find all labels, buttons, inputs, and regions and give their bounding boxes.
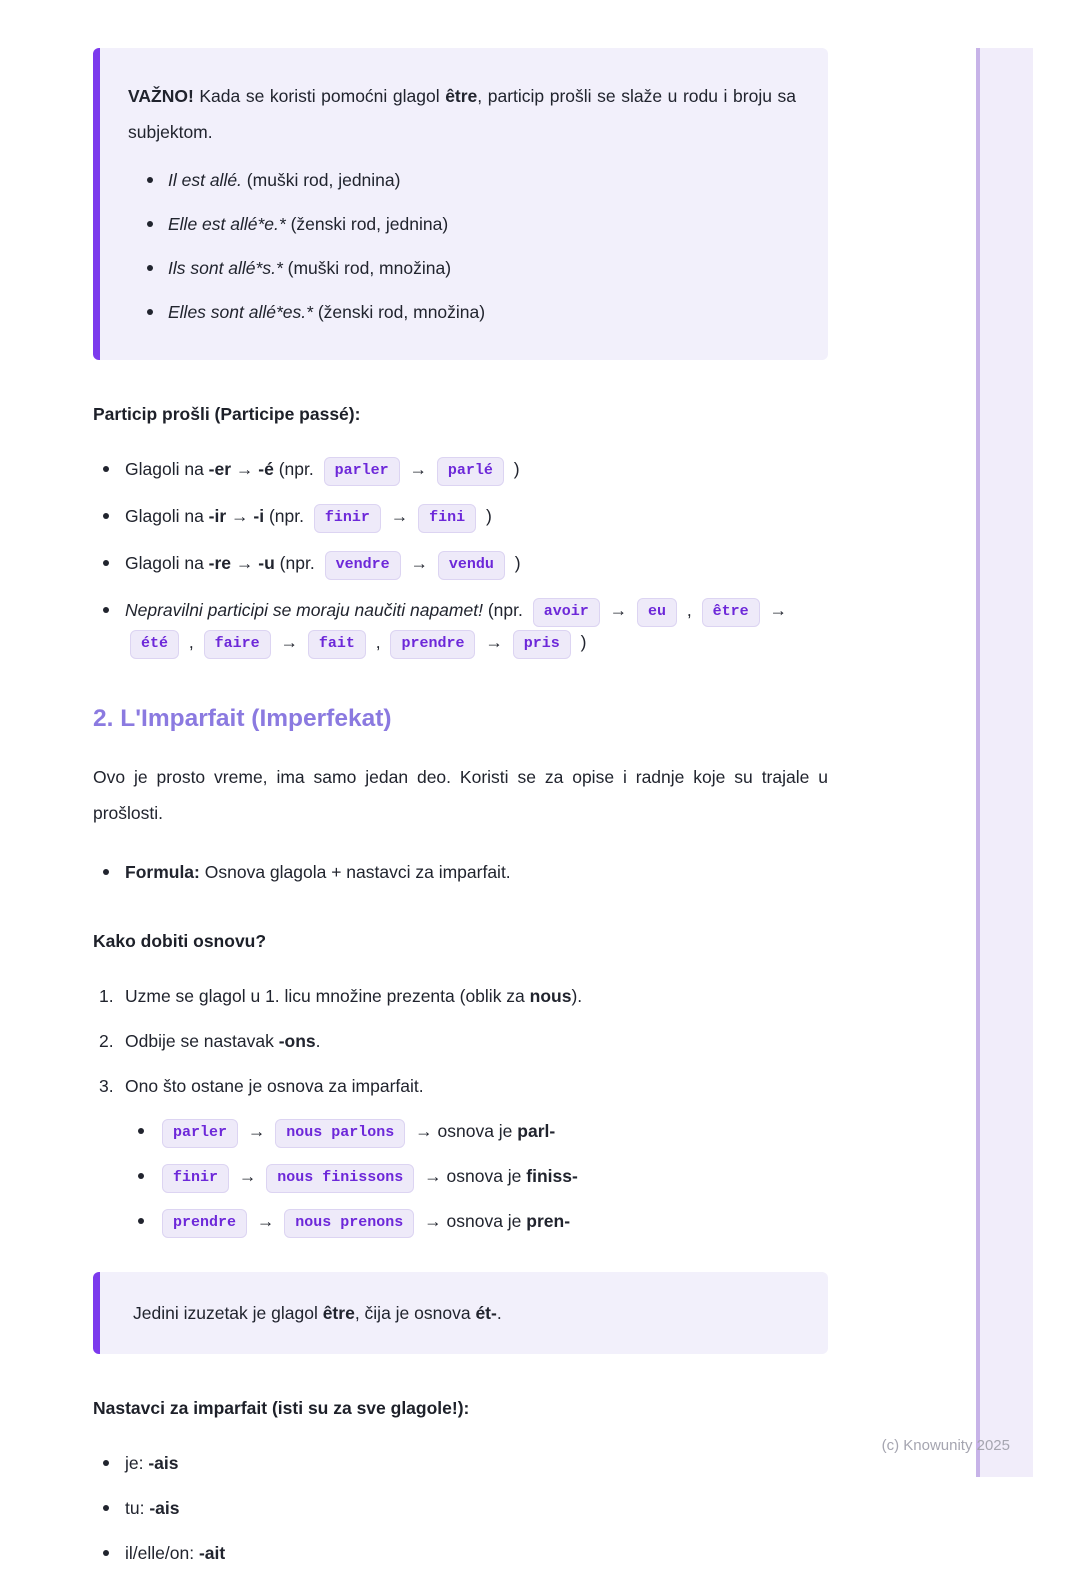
text-segment: -ir (208, 506, 227, 526)
text-segment: → (405, 553, 433, 573)
text-segment: Elle est allé*e.* (168, 214, 286, 234)
text-segment: ) (508, 459, 520, 479)
text-segment: → (231, 553, 259, 573)
code-chip: parler (162, 1119, 238, 1148)
text-segment: -er (208, 459, 232, 479)
callout-vazno (93, 48, 828, 360)
text-segment: (muški rod, množina) (282, 258, 452, 278)
text-segment: -ons (278, 1031, 316, 1051)
text-segment: → (275, 632, 303, 652)
text-segment: pren- (526, 1211, 571, 1231)
heading-nastavci: Nastavci za imparfait (isti su za sve glagole!): (93, 1398, 470, 1418)
text-segment: → (385, 506, 414, 526)
text-segment: Ono što ostane je osnova za imparfait. (125, 1076, 424, 1096)
text-segment: Odbije se nastavak (125, 1031, 279, 1051)
text-segment: nous (529, 986, 572, 1006)
text-segment: (npr. (264, 506, 309, 526)
text-segment: Elles sont allé*es.* (168, 302, 313, 322)
text-segment: → (231, 459, 259, 479)
text-segment: → (226, 506, 254, 526)
text-segment: (npr. (482, 600, 528, 620)
text-segment: ) (575, 632, 587, 652)
text-segment: -ais (149, 1498, 180, 1518)
list-item (93, 548, 828, 580)
content-column (93, 48, 828, 1583)
list-item (93, 595, 828, 659)
code-chip: vendre (325, 551, 401, 580)
list-item (93, 1116, 828, 1148)
text-segment: tu: (125, 1498, 150, 1518)
code-chip: finir (162, 1164, 229, 1193)
text-segment: ét- (475, 1303, 497, 1323)
text-segment: → osnova je (419, 1166, 527, 1186)
callout-izuzetak-text (133, 1299, 796, 1327)
text-segment: Nepravilni participi se moraju naučiti napamet! (125, 600, 483, 620)
callout-izuzetak (93, 1272, 828, 1354)
text-segment: Uzme se glagol u 1. licu množine prezenta (oblik za (125, 986, 530, 1006)
heading-particip-prosli: Particip prošli (Participe passé): (93, 404, 361, 424)
text-segment: → (252, 1211, 280, 1231)
list-item (142, 166, 796, 194)
code-chip: être (702, 598, 760, 627)
endings-bullet-list (93, 1448, 828, 1568)
text-segment: , čija je osnova (354, 1303, 476, 1323)
text-segment: (npr. (273, 459, 319, 479)
text-segment: -re (208, 553, 232, 573)
text-segment: Ils sont allé*s.* (168, 258, 283, 278)
text-segment: -u (258, 553, 275, 573)
text-segment: , particip prošli se slaže u rodu i broju sa subjektom. (128, 86, 797, 142)
text-segment: . (496, 1303, 502, 1323)
text-segment: (npr. (274, 553, 320, 573)
text-segment: , (681, 600, 697, 620)
text-segment: . (315, 1031, 321, 1051)
code-chip: nous prenons (284, 1209, 414, 1238)
text-segment: → osnova je (410, 1121, 518, 1141)
text-segment: → (234, 1166, 262, 1186)
text-segment: -ais (148, 1453, 179, 1473)
list-item (93, 501, 828, 533)
code-chip: eu (637, 598, 677, 627)
list-item (142, 254, 796, 282)
text-segment: Il est allé. (168, 170, 242, 190)
text-segment: parl- (517, 1121, 556, 1141)
text-segment: il/elle/on: (125, 1543, 199, 1563)
text-segment: , (370, 632, 386, 652)
particip-bullet-list (93, 454, 828, 659)
text-segment: ) (481, 506, 492, 526)
code-chip: finir (314, 504, 381, 533)
list-item (93, 981, 828, 1011)
list-item (93, 1493, 828, 1523)
text-segment: Jedini izuzetak je glagol (133, 1303, 323, 1323)
text-segment: -ait (198, 1543, 226, 1563)
code-chip: avoir (533, 598, 600, 627)
code-chip: été (130, 630, 179, 659)
text-segment: Glagoli na (125, 506, 209, 526)
text-segment: VAŽNO! (128, 86, 194, 106)
text-segment: (ženski rod, množina) (312, 302, 486, 322)
osnova-steps-list (93, 981, 828, 1101)
right-margin-strip (976, 48, 1033, 1477)
list-item (93, 1448, 828, 1478)
text-segment: ). (571, 986, 583, 1006)
text-segment: → (404, 459, 432, 479)
text-segment: → (764, 600, 787, 620)
list-item (93, 1161, 828, 1193)
text-segment: Glagoli na (125, 459, 209, 479)
code-chip: prendre (390, 630, 475, 659)
list-item (93, 1071, 828, 1101)
code-chip: fini (418, 504, 476, 533)
code-chip: nous parlons (275, 1119, 405, 1148)
text-segment: Ovo je prosto vreme, ima samo jedan deo. Koristi se za opise i radnje koje su trajale u prošlosti. (93, 767, 828, 823)
text-segment: → osnova je (419, 1211, 527, 1231)
text-segment: -i (253, 506, 265, 526)
osnova-examples-list (93, 1116, 828, 1238)
list-item (93, 1206, 828, 1238)
heading-kako-dobiti-osnovu: Kako dobiti osnovu? (93, 931, 267, 951)
list-item (93, 454, 828, 486)
code-chip: nous finissons (266, 1164, 414, 1193)
text-segment: → (604, 600, 632, 620)
text-segment: ) (509, 553, 521, 573)
text-segment: Glagoli na (125, 553, 209, 573)
list-item (142, 210, 796, 238)
list-item (142, 298, 796, 326)
text-segment: être (445, 86, 478, 106)
imparfait-paragraph (93, 759, 828, 831)
text-segment: (ženski rod, jednina) (285, 214, 449, 234)
formula-bullet-list (93, 857, 828, 887)
text-segment: , (184, 632, 199, 652)
text-segment: Kada se koristi pomoćni glagol (193, 86, 446, 106)
code-chip: faire (204, 630, 271, 659)
text-segment: (muški rod, jednina) (241, 170, 401, 190)
code-chip: parlé (437, 457, 504, 486)
code-chip: parler (324, 457, 400, 486)
text-segment: finiss- (526, 1166, 578, 1186)
text-segment: → (243, 1121, 271, 1141)
list-item (93, 1538, 828, 1568)
copyright-footer: (c) Knowunity 2025 (881, 1437, 1010, 1454)
callout-vazno-bullet-list (128, 166, 796, 326)
code-chip: fait (308, 630, 366, 659)
code-chip: prendre (162, 1209, 247, 1238)
heading-imparfait: 2. L'Imparfait (Imperfekat) (93, 705, 392, 732)
text-segment: je: (125, 1453, 149, 1473)
list-item (93, 1026, 828, 1056)
list-item (93, 857, 828, 887)
text-segment: → (480, 632, 508, 652)
text-segment: Osnova glagola + nastavci za imparfait. (199, 862, 511, 882)
callout-vazno-intro (128, 78, 796, 150)
text-segment: -é (258, 459, 274, 479)
code-chip: pris (513, 630, 571, 659)
text-segment: être (322, 1303, 355, 1323)
text-segment: Formula: (125, 862, 200, 882)
code-chip: vendu (438, 551, 505, 580)
